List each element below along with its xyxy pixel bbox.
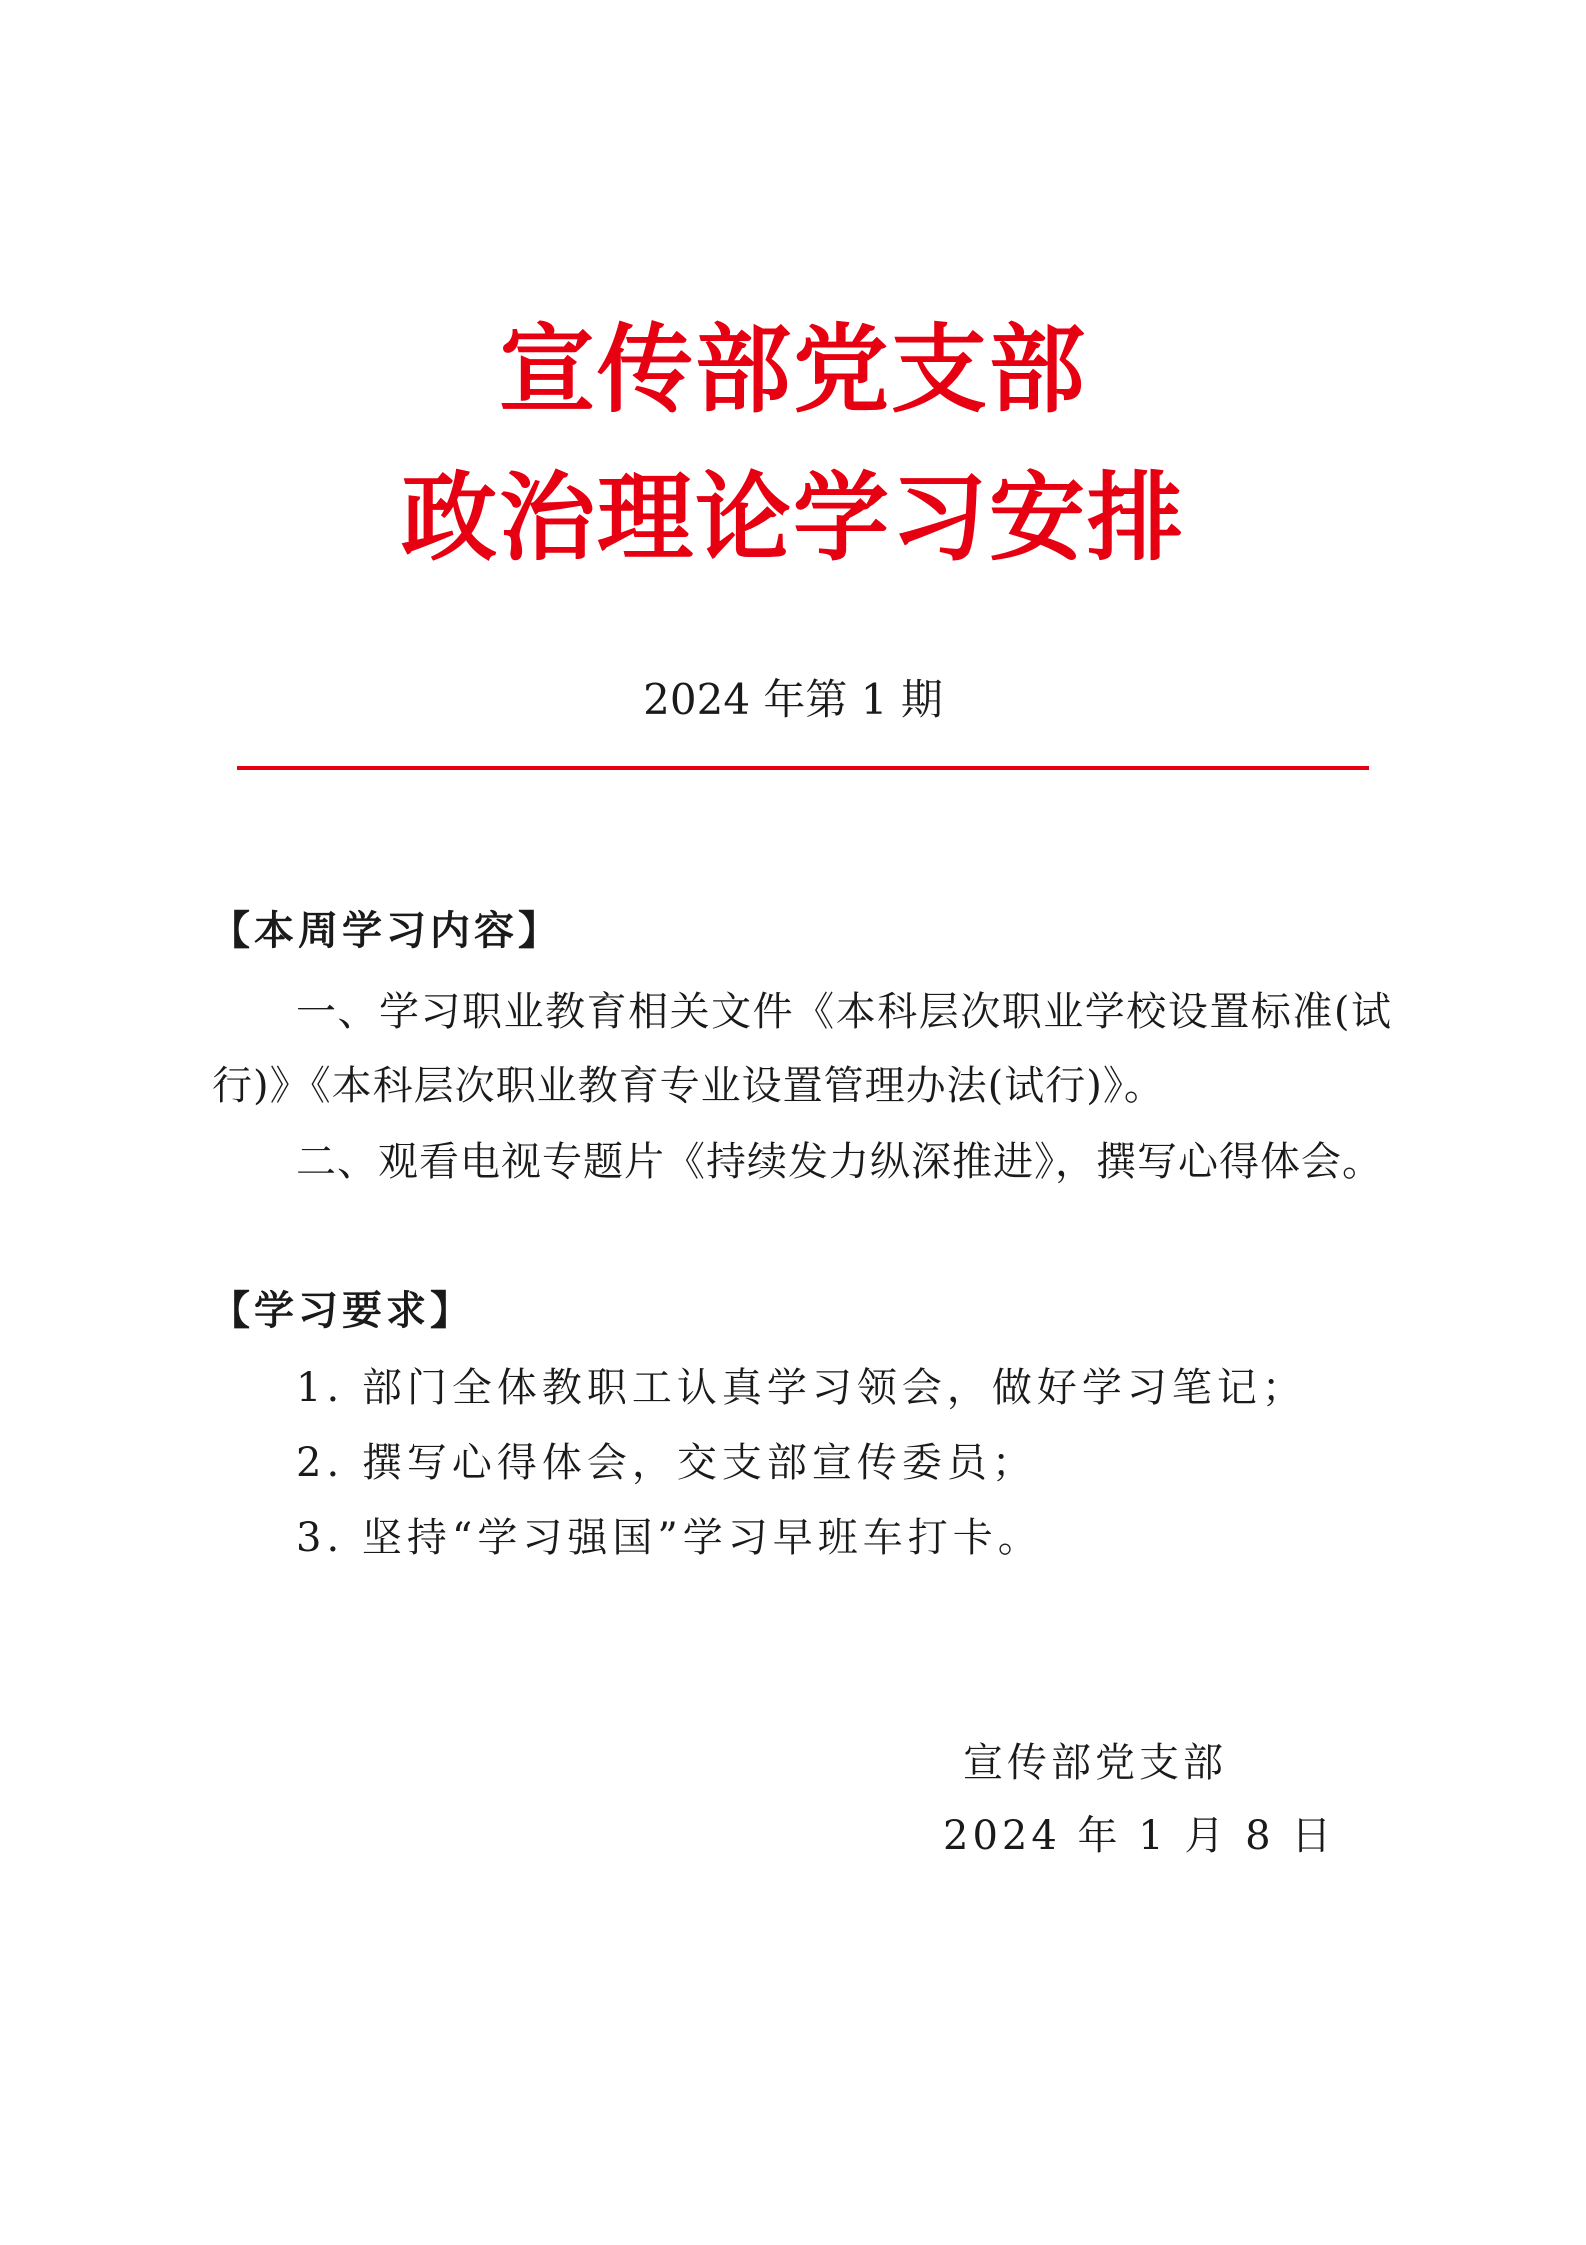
document-title-line2: 政治理论学习安排 [401,461,1185,574]
red-divider-line [237,766,1369,770]
requirement-item-2: 2. 撰写心得体会，交支部宣传委员； [296,1440,1037,1486]
issue-number: 2024 年第 1 期 [643,675,943,724]
signature-organization: 宣传部党支部 [963,1740,1227,1786]
content-item-1: 一、学习职业教育相关文件《本科层次职业学校设置标准(试行)》《本科层次职业教育专业设置管理办法(试行)》。 [212,989,1392,1109]
signature-date: 2024 年 1 月 8 日 [943,1813,1336,1859]
section-heading-requirements: 【学习要求】 [210,1287,474,1334]
requirement-item-3: 3. 坚持“学习强国”学习早班车打卡。 [296,1515,1043,1561]
section-heading-study-content: 【本周学习内容】 [210,907,562,954]
requirement-item-1: 1. 部门全体教职工认真学习领会，做好学习笔记； [296,1365,1307,1411]
document-title-line1: 宣传部党支部 [499,313,1087,426]
content-item-2: 二、观看电视专题片《持续发力纵深推进》，撰写心得体会。 [296,1139,1383,1185]
